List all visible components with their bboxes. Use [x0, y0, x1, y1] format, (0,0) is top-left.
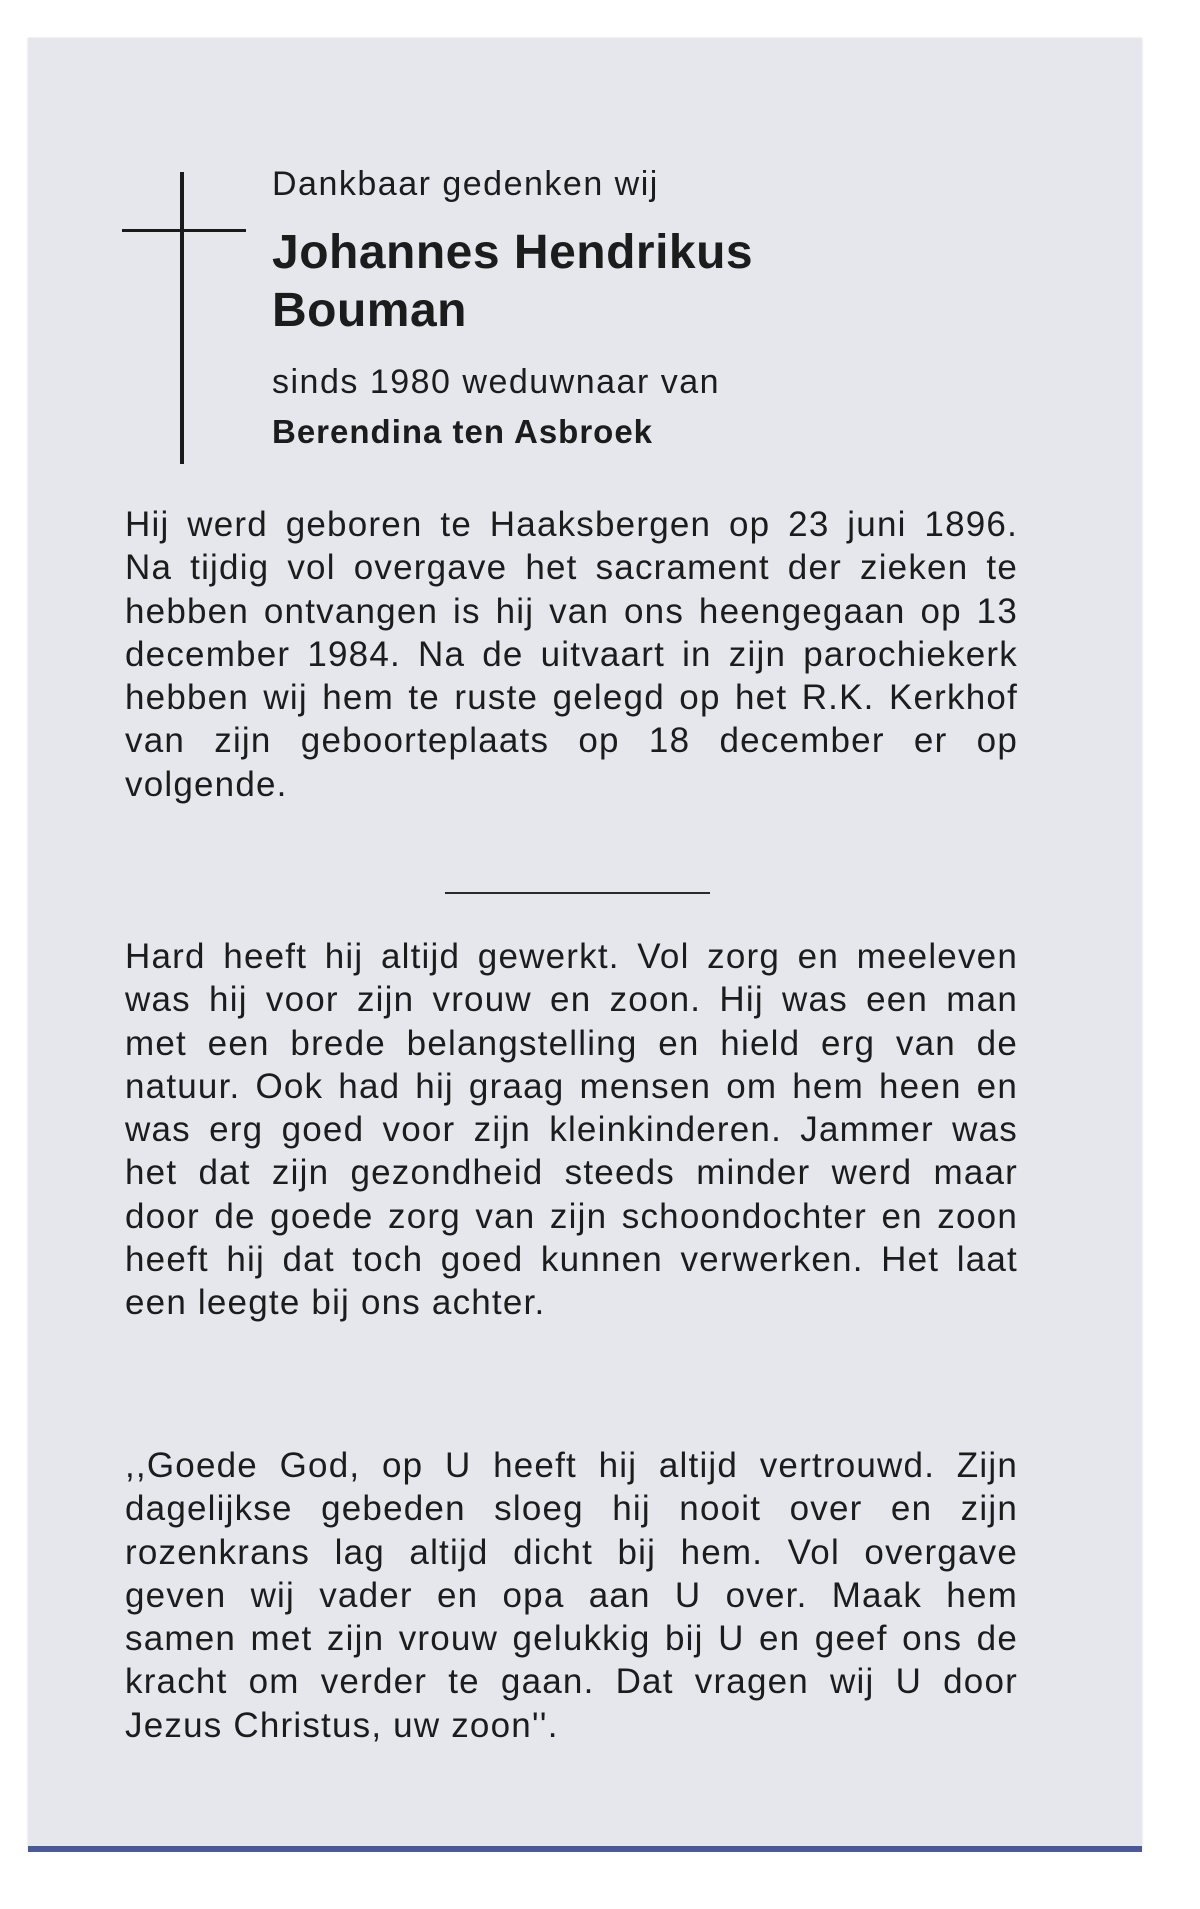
prayer-paragraph: ,,Goede God, op U heeft hij altijd vertrouwd. Zijn dagelijkse gebeden sloeg hij nooit over en zijn rozenkrans lag altijd dicht bij hem. Vol overgave geven wij vader en opa aan U over. Maak hem samen met zijn vrouw gelukkig bij U en geef ons de kracht om verder te gaan. Dat vragen wij U door Jezus Christus, uw zoon''. [125, 1446, 1018, 1745]
cross-icon-vertical-bar [180, 172, 184, 464]
deceased-name-line1: Johannes Hendrikus [272, 226, 754, 279]
intro-text: Dankbaar gedenken wij [272, 165, 659, 203]
card-header [272, 160, 1072, 456]
widower-line: sinds 1980 weduwnaar van [272, 363, 721, 401]
spouse-name: Berendina ten Asbroek [272, 413, 654, 450]
section-divider [445, 892, 710, 894]
character-paragraph: Hard heeft hij altijd gewerkt. Vol zorg en meeleven was hij voor zijn vrouw en zoon. Hij was een man met een brede belangstelling en hield erg van de natuur. Ook had hij graag mensen om hem heen en was erg goed voor zijn kleinkinderen. Jammer was het dat zijn gezondheid steeds minder werd maar door de goede zorg van zijn schoondochter en zoon heeft hij dat toch goed kunnen verwerken. Het laat een leegte bij ons achter. [125, 937, 1018, 1323]
deceased-name-line2: Bouman [272, 284, 467, 337]
deceased-name [272, 224, 1072, 340]
card-bottom-edge [28, 1846, 1142, 1852]
biography-paragraph: Hij werd geboren te Haaksbergen op 23 juni 1896. Na tijdig vol overgave het sacrament der zieken te hebben ontvangen is hij van ons heengegaan op 13 december 1984. Na de uitvaart in zijn parochiekerk hebben wij hem te ruste gelegd op het R.K. Kerkhof van zijn geboorteplaats op 18 december er op volgende. [125, 505, 1018, 804]
cross-icon-horizontal-bar [122, 229, 246, 232]
